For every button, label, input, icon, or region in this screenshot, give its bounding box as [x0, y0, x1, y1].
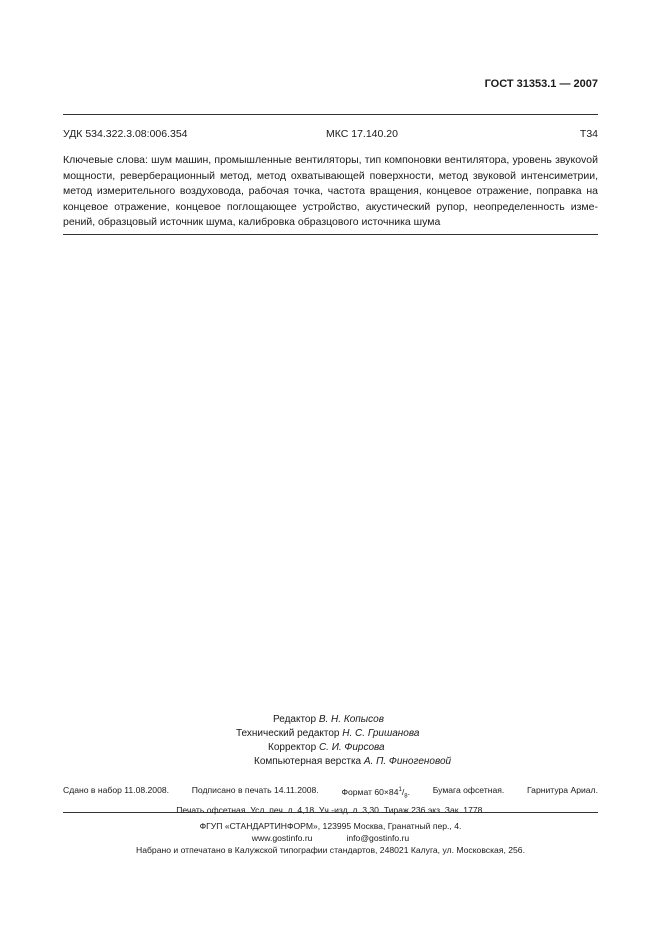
publisher-block	[63, 820, 598, 856]
publisher-email-link[interactable]: info@gostinfo.ru	[346, 833, 410, 843]
credit-proofreader: Корректор С. И. Фирсова	[268, 742, 385, 753]
publisher-contacts	[63, 832, 598, 844]
imprint-divider	[63, 812, 598, 813]
credits-block	[150, 713, 510, 769]
keywords-paragraph: Ключевые слова: шум машин, промышленные вентиляторы, тип компоновки вентилятора, уровень звукоvой мощности, реверберационный метод, метод охватывающей поверхности, метод звуковой интенсиметрии, метод измерительного воздуховода, рабочая точка, частота вращения, концевое отражение, поправка на концевое отражение, концевое поглощающее устройство, акустический рупор, неопределенность измерений, образцовый источник шума, калибровка образцового источника шума	[63, 154, 598, 228]
paper-format: Формат $60\times 84^1/_8$.	[341, 786, 410, 800]
classification-row	[63, 128, 598, 142]
document-code: ГОСТ 31353.1 — 2007	[484, 78, 598, 90]
credit-technical-editor: Технический редактор Н. С. Гришанова	[236, 728, 420, 739]
class-code: Т34	[579, 128, 598, 140]
imprint-line-2: Печать офсетная. Усл. печ. л. 4,18. Уч.-изд. л. 3,30. Тираж 236 экз. Зак. 1778.	[176, 804, 485, 815]
keywords-divider	[63, 234, 598, 235]
udk-code: УДК 534.322.3.08:006.354	[63, 128, 188, 140]
publisher-address: ФГУП «СТАНДАРТИНФОРМ», 123995 Москва, Гранатный пер., 4.	[199, 821, 462, 831]
mks-code: МКС 17.140.20	[326, 128, 398, 140]
header-divider	[63, 114, 598, 115]
imprint-line-1: Сдано в набор 11.08.2008. Подписано в печать 14.11.2008. Формат $60\times 84^1/_8$. Бумага офсетная. Гарнитура Ариал.	[63, 784, 598, 804]
credit-layout: Компьютерная верстка А. П. Финогеновой	[254, 756, 452, 767]
publisher-site-link[interactable]: www.gostinfo.ru	[251, 833, 313, 843]
credit-editor: Редактор В. Н. Копысов	[273, 714, 384, 725]
printing-house: Набрано и отпечатано в Калужской типографии стандартов, 248021 Калуга, ул. Московская, 256.	[136, 845, 525, 855]
